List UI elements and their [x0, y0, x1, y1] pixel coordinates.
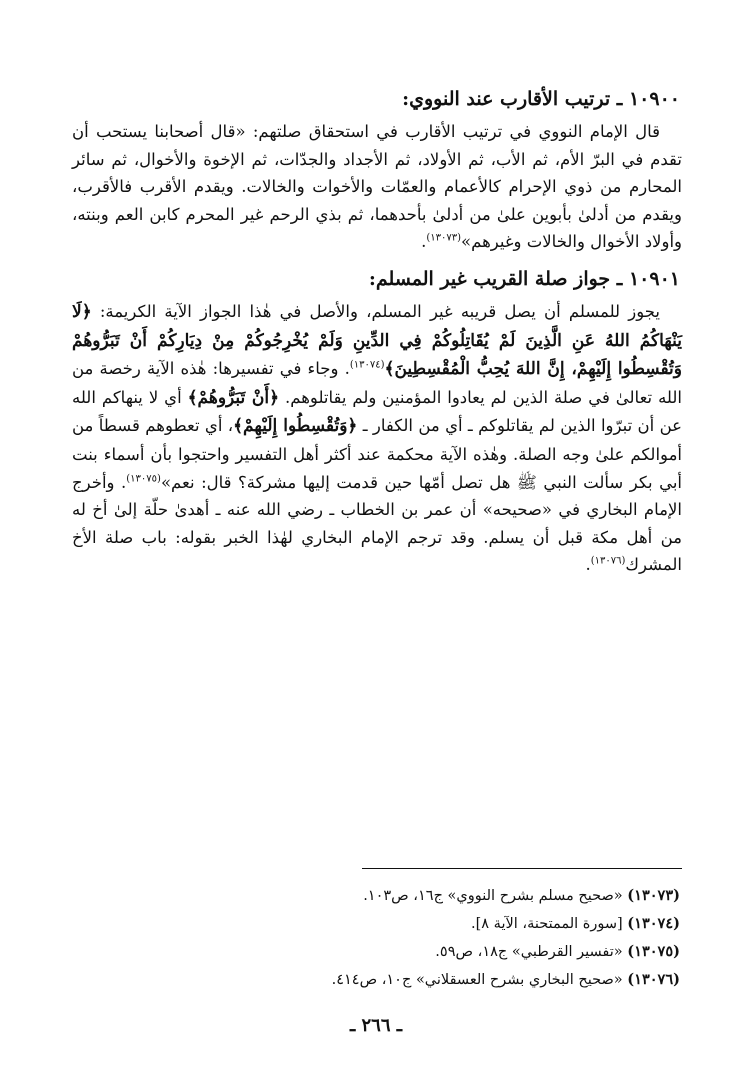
footnote-number: (١٣٠٧٥) — [627, 943, 680, 960]
footnote-ref-13074: (١٣٠٧٤) — [349, 359, 385, 371]
footnote-item — [72, 966, 680, 994]
paragraph-text-5: . وأخرج الإمام البخاري في «صحيحه» أن عمر بن الخطاب ـ رضي الله عنه ـ أهدىٰ حلّة إلىٰ أخ له من أهل مكة قبل أن يسلم. وقد ترجم الإمام البخاري لهٰذا الخبر بقوله: باب صلة الأخ المشرك — [72, 472, 682, 575]
paragraph-text-3: أي لا ينهاكم الله عن أن تبرّوا الذين لم يقاتلوكم ـ أي من الكفار ـ — [72, 387, 683, 436]
paragraph-nawawi-text: قال الإمام النووي في ترتيب الأقارب في استحقاق صلتهم: «قال أصحابنا يستحب أن تقدم في البرّ الأم، ثم الأب، ثم الأولاد، ثم الأجداد والجدّات، ثم الإخوة والأخوال، ثم سائر المحارم من ذوي الإحرام كالأعمام والعمّات والأخوات والخالات. ويقدم الأقرب فالأقرب، ويقدم من أدلىٰ بأبوين علىٰ من أدلىٰ بأحدهما، ثم بذي الرحم غير المحرم كابن العم وبنته، وأولاد الأخوال والخالات وغيرهم» — [72, 122, 682, 252]
paragraph-text-1: يجوز للمسلم أن يصل قريبه غير المسلم، والأصل في هٰذا الجواز الآية الكريمة: — [99, 301, 660, 321]
section-heading-10901: ١٠٩٠١ ـ جواز صلة القريب غير المسلم: — [368, 267, 680, 290]
paragraph-end: . — [585, 555, 591, 575]
page-number: ـ ٢٦٦ ـ — [349, 1015, 403, 1036]
footnote-ref-13073: (١٣٠٧٣) — [426, 232, 462, 244]
footnote-ref-13075: (١٣٠٧٥) — [126, 473, 161, 485]
section-heading-10900: ١٠٩٠٠ ـ ترتيب الأقارب عند النووي: — [402, 88, 680, 110]
footnote-number: (١٣٠٧٦) — [627, 971, 680, 988]
main-text — [72, 82, 682, 585]
footnote-number: (١٣٠٧٤) — [627, 915, 680, 932]
paragraph-text-4: ، أي تعطوهم قسطاً من أموالكم علىٰ وجه الصلة. وهٰذه الآية محكمة عند أكثر أهل التفسير واحتجوا بأن أسماء بنت أبي بكر سألت النبي ﷺ هل تصل أمّها حين قدمت إليها مشركة؟ قال: نعم» — [72, 416, 683, 492]
footnote-item — [72, 910, 680, 938]
footnote-item — [72, 938, 680, 966]
footnote-item — [72, 882, 680, 910]
paragraph-relative-non-muslim — [72, 298, 682, 579]
paragraph-nawawi: قال الإمام النووي في ترتيب الأقارب في استحقاق صلتهم: «قال أصحابنا يستحب أن تقدم في البرّ الأم، ثم الأب، ثم الأولاد، ثم الأجداد والجدّات، ثم الإخوة والأخوال، ثم سائر المحارم من ذوي الإحرام كالأعمام والعمّات والأخوات والخالات. ويقدم الأقرب فالأقرب، ويقدم من أدلىٰ بأبوين علىٰ من أدلىٰ بأحدهما، ثم بذي الرحم غير المحرم كابن العم وبنته، وأولاد الأخوال والخالات وغيرهم»$^{(١٣٠٧٣)}$. — [72, 122, 682, 252]
footnote-text: «صحيح مسلم بشرح النووي» ج١٦، ص١٠٣. — [363, 888, 628, 904]
quran-quote-2: ﴿وَتُقْسِطُوا إِلَيْهِمْ﴾ — [233, 416, 358, 437]
footnotes — [72, 882, 680, 994]
footnote-text: [سورة الممتحنة، الآية ٨]. — [471, 916, 628, 932]
paragraph-text-2: . وجاء في تفسيرها: هٰذه الآية رخصة من الله تعالىٰ في صلة الذين لم يعادوا المؤمنين ولم يقاتلوهم. — [72, 359, 682, 407]
footnote-text: «صحيح البخاري بشرح العسقلاني» ج١٠، ص٤١٤. — [331, 972, 628, 988]
footnote-number: (١٣٠٧٣) — [627, 887, 680, 904]
quran-quote-1: ﴿أَنْ تَبَرُّوهُمْ﴾ — [187, 387, 280, 408]
footnote-ref-13076: (١٣٠٧٦) — [590, 555, 626, 567]
footnote-text: «تفسير القرطبي» ج١٨، ص٥٩. — [435, 944, 628, 960]
quran-verse: ﴿لَا يَنْهَاكُمُ اللهُ عَنِ الَّذِينَ لَمْ يُقَاتِلُوكُمْ فِي الدِّينِ وَلَمْ يُخْرِجُوكُمْ مِنْ دِيَارِكُمْ أَنْ تَبَرُّوهُمْ وَتُقْسِطُوا إِلَيْهِمْ، إِنَّ اللهَ يُحِبُّ الْمُقْسِطِينَ﴾ — [72, 301, 682, 380]
footnote-separator — [362, 868, 682, 869]
